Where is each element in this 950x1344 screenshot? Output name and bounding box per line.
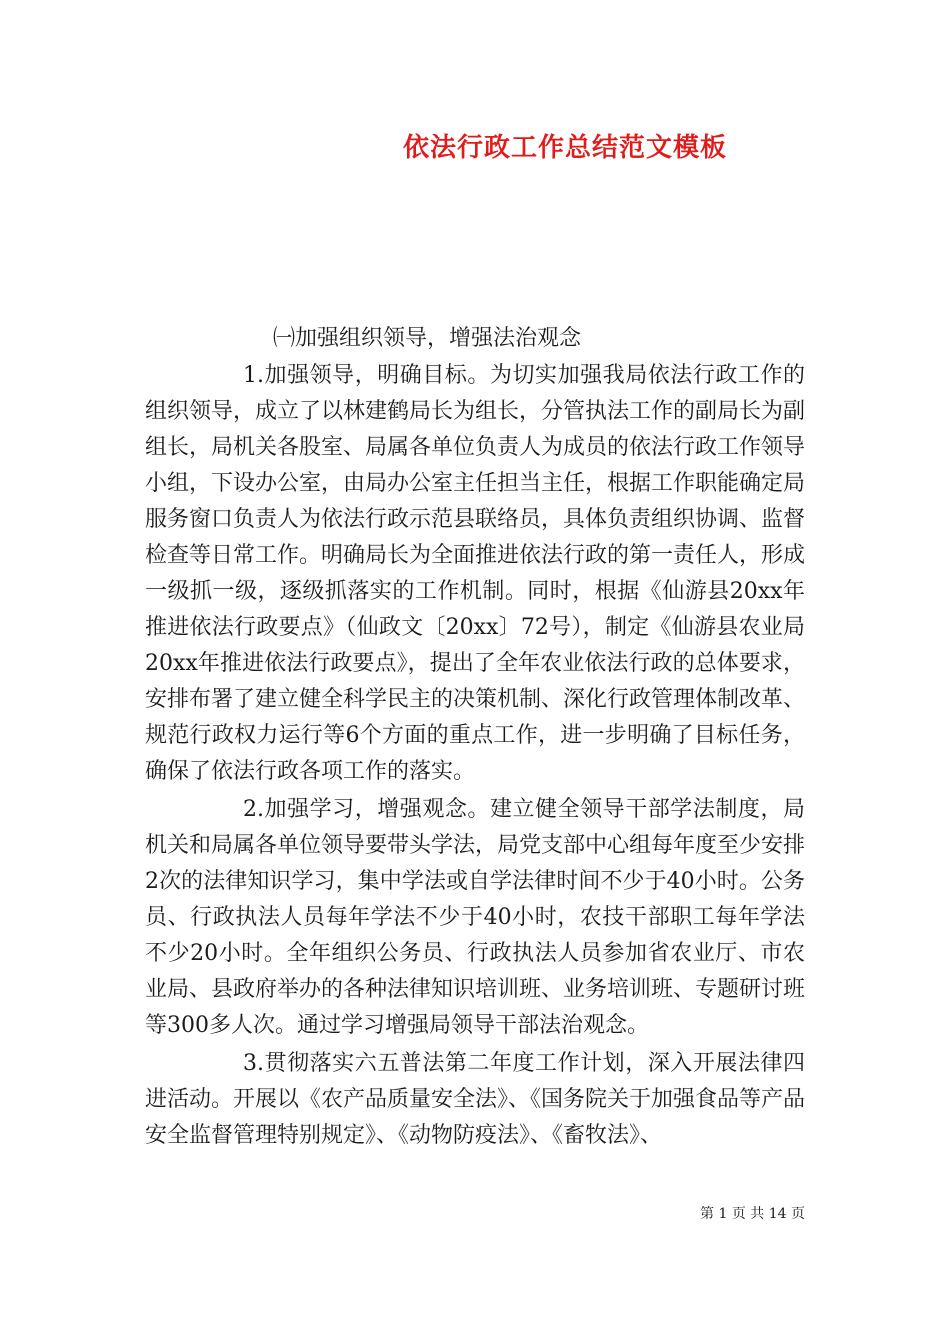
paragraph-2: 2.加强学习，增强观念。建立健全领导干部学法制度，局机关和局属各单位领导要带头学法，局党支部中心组每年度至少安排2次的法律知识学习，集中学法或自学法律时间不少于40小时。公务员、行政执法人员每年学法不少于40小时，农技干部职工每年学法不少20小时。全年组织公务员、行政执法人员参加省农业厅、市农业局、县政府举办的各种法律知识培训班、业务培训班、专题研讨班等300多人次。通过学习增强局领导干部法治观念。 (145, 797, 806, 1038)
page-number-footer: 第 1 页 共 14 页 (700, 1206, 805, 1222)
document-title: 依法行政工作总结范文模板 (402, 133, 727, 163)
paragraph-3: 3.贯彻落实六五普法第二年度工作计划，深入开展法律四进活动。开展以《农产品质量安全法》、《国务院关于加强食品等产品安全监督管理特别规定》、《动物防疫法》、《畜牧法》、 (145, 1051, 806, 1148)
section-heading: ㈠加强组织领导，增强法治观念 (273, 326, 582, 351)
document-body (145, 320, 805, 1154)
paragraph-1: 1.加强领导，明确目标。为切实加强我局依法行政工作的组织领导，成立了以林建鹤局长为组长，分管执法工作的副局长为副组长，局机关各股室、局属各单位负责人为成员的依法行政工作领导小组，下设办公室，由局办公室主任担当主任，根据工作职能确定局服务窗口负责人为依法行政示范县联络员，具体负责组织协调、监督检查等日常工作。明确局长为全面推进依法行政的第一责任人，形成一级抓一级，逐级抓落实的工作机制。同时，根据《仙游县20xx年推进依法行政要点》（仙政文〔20xx〕72号），制定《仙游县农业局20xx年推进依法行政要点》，提出了全年农业依法行政的总体要求，安排布署了建立健全科学民主的决策机制、深化行政管理体制改革、规范行政权力运行等6个方面的重点工作，进一步明确了目标任务，确保了依法行政各项工作的落实。 (145, 363, 806, 784)
